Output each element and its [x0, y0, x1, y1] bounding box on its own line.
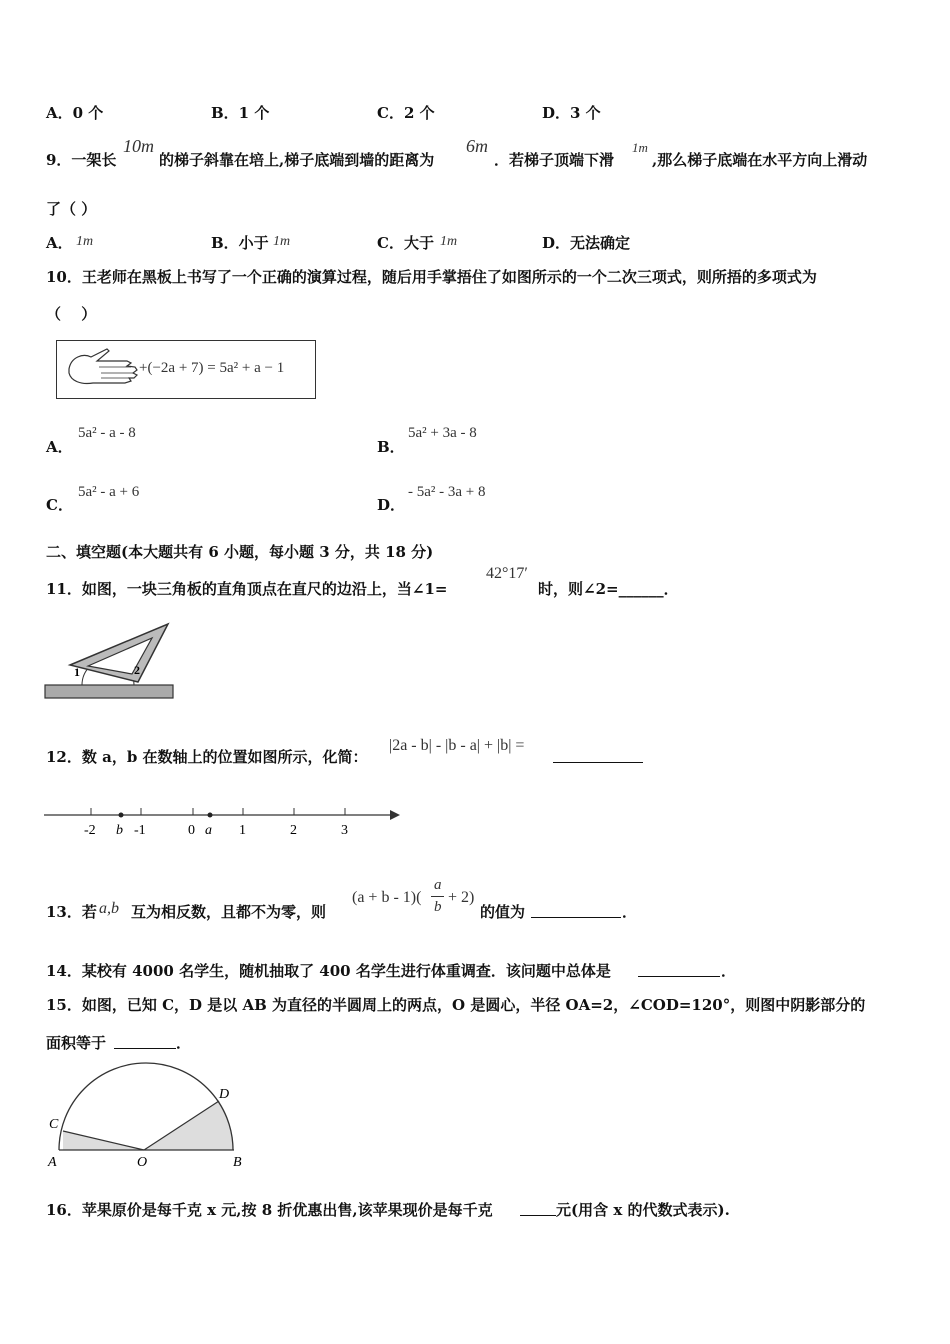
q9-option-b-value: 1m	[273, 234, 291, 249]
q13-frac-den: b	[434, 899, 442, 915]
q15-answer-blank	[114, 1034, 176, 1049]
tick-3: 3	[341, 823, 348, 838]
q12-answer-blank	[553, 748, 643, 763]
q9-text-2: 的梯子斜靠在培上,梯子底端到墙的距离为	[159, 151, 435, 169]
q9-text-3: ．若梯子顶端下滑	[494, 151, 615, 169]
q12-expression: |2a - b| - |b - a| + |b| =	[389, 737, 525, 754]
q9-length: 10m	[123, 136, 154, 156]
tick-2: 2	[290, 823, 297, 838]
q13-text-1: 13．若	[46, 903, 97, 921]
q9-option-a: A．	[46, 234, 73, 252]
q13-text-2: 互为相反数，且都不为零，则	[131, 903, 327, 921]
tick-a: a	[205, 823, 212, 838]
q13-answer-blank	[531, 903, 621, 918]
q9-option-b: B．小于	[211, 234, 269, 252]
q10-figure	[56, 340, 316, 399]
q10-option-c-value: 5a² - a + 6	[78, 484, 140, 500]
q13-frac-bar	[431, 896, 444, 897]
point-b-label: B	[233, 1155, 242, 1170]
q10-option-a: A．	[46, 438, 73, 456]
q10-line-1: 10．王老师在黑板上书写了一个正确的演算过程，随后用手掌捂住了如图所示的一个二次三项式，则所捂的多项式为	[46, 268, 817, 286]
q14-text: 14．某校有 4000 名学生，随机抽取了 400 名学生进行体重调查．该问题中总体是	[46, 962, 611, 980]
q15-semicircle-figure	[44, 1062, 254, 1172]
q9-distance: 6m	[466, 136, 488, 156]
q9-option-a-value: 1m	[76, 234, 94, 249]
point-d-label: D	[219, 1087, 230, 1102]
q10-option-a-value: 5a² - a - 8	[78, 425, 136, 441]
q15-line-1: 15．如图，已知 C，D 是以 AB 为直径的半圆周上的两点，O 是圆心，半径 OA=2，∠COD=120°，则图中阴影部分的	[46, 996, 866, 1014]
q13-vars: a,b	[99, 900, 119, 917]
q16-answer-blank	[520, 1201, 556, 1216]
q8-option-d: D．3 个	[542, 104, 601, 122]
hand-icon	[61, 341, 139, 398]
q13-expr-right: + 2)	[448, 889, 475, 906]
q13-frac-num: a	[434, 877, 442, 893]
tick-neg2: -2	[84, 823, 96, 838]
q16-text-1: 16．苹果原价是每千克 x 元,按 8 折优惠出售,该苹果现价是每千克	[46, 1201, 493, 1219]
q10-line-2: （ ）	[46, 305, 97, 323]
q9-option-d: D．无法确定	[542, 234, 631, 252]
angle-1-label: 1	[74, 665, 80, 679]
q9-option-c-value: 1m	[440, 234, 458, 249]
q12-number-line	[44, 798, 404, 842]
q15-tail: ．	[176, 1034, 192, 1052]
tick-b: b	[116, 823, 123, 838]
section-2-title: 二、填空题(本大题共有 6 小题，每小题 3 分，共 18 分)	[46, 543, 434, 561]
q9-line-2: 了（ ）	[46, 200, 97, 218]
angle-2-label: 2	[134, 663, 140, 677]
q11-figure	[44, 620, 176, 702]
q10-option-d-value: - 5a² - 3a + 8	[408, 484, 486, 500]
q9-text-1: 9．一架长	[46, 151, 117, 169]
q8-option-a: A．0 个	[46, 104, 104, 122]
q14-tail: ．	[721, 962, 737, 980]
q15-line-2-text: 面积等于	[46, 1034, 107, 1052]
q9-slide: 1m	[632, 140, 648, 155]
q10-option-c: C．	[46, 496, 73, 514]
q9-option-c: C．大于	[377, 234, 434, 252]
q13-text-3: 的值为	[480, 903, 526, 921]
q8-option-c: C．2 个	[377, 104, 435, 122]
point-c-label: C	[49, 1117, 59, 1132]
q16-text-2: 元(用含 x 的代数式表示).	[556, 1201, 730, 1219]
q9-text-4: ,那么梯子底端在水平方向上滑动	[652, 151, 868, 169]
q10-option-b: B．	[377, 438, 405, 456]
q12-text: 12．数 a，b 在数轴上的位置如图所示，化简：	[46, 748, 368, 766]
q10-equation: +(−2a + 7) = 5a² + a − 1	[139, 360, 285, 376]
q11-angle: 42°17′	[486, 565, 528, 582]
q8-option-b: B．1 个	[211, 104, 270, 122]
q10-option-d: D．	[377, 496, 406, 514]
q13-tail: ．	[622, 903, 638, 921]
q13-expr-left: (a + b - 1)(	[352, 889, 422, 906]
q10-option-b-value: 5a² + 3a - 8	[408, 425, 477, 441]
point-a-label: A	[48, 1155, 57, 1170]
tick-neg1: -1	[134, 823, 146, 838]
q11-text-1: 11．如图，一块三角板的直角顶点在直尺的边沿上，当∠1=	[46, 580, 448, 598]
q11-text-2: 时，则∠2=______．	[538, 580, 679, 598]
tick-1: 1	[239, 823, 246, 838]
tick-0: 0	[188, 823, 195, 838]
point-o-label: O	[137, 1155, 148, 1170]
q14-answer-blank	[638, 962, 720, 977]
